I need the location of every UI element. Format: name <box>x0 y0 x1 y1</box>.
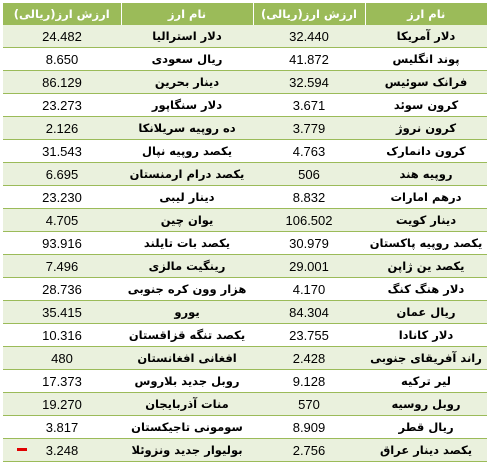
table-row <box>3 186 487 209</box>
cell-value-left: 19.270 <box>3 393 121 416</box>
cell-name-right: کرون دانمارک <box>365 140 487 163</box>
cell-name-right: ریال عمان <box>365 301 487 324</box>
cell-value-left: 480 <box>3 347 121 370</box>
cell-value-left: 23.230 <box>3 186 121 209</box>
cell-value-right: 32.440 <box>253 25 365 48</box>
cell-value-right: 8.909 <box>253 416 365 439</box>
cell-name-right: ریال قطر <box>365 416 487 439</box>
cell-name-right: دلار کانادا <box>365 324 487 347</box>
cell-name-right: پوند انگلیس <box>365 48 487 71</box>
cell-name-left: یوان چین <box>121 209 253 232</box>
red-marker <box>17 448 27 451</box>
cell-name-left: یکصد درام ارمنستان <box>121 163 253 186</box>
table-row <box>3 209 487 232</box>
cell-name-right: یکصد روپیه پاکستان <box>365 232 487 255</box>
cell-value-left: 31.543 <box>3 140 121 163</box>
cell-name-right: لیر ترکیه <box>365 370 487 393</box>
cell-name-left: ده روپیه سریلانکا <box>121 117 253 140</box>
cell-name-left: هزار وون کره جنوبی <box>121 278 253 301</box>
table-row <box>3 347 487 370</box>
cell-name-right: دینار کویت <box>365 209 487 232</box>
table-row <box>3 163 487 186</box>
table-row <box>3 439 487 462</box>
cell-value-right: 106.502 <box>253 209 365 232</box>
cell-value-left: 8.650 <box>3 48 121 71</box>
cell-value-right: 4.763 <box>253 140 365 163</box>
cell-value-right: 84.304 <box>253 301 365 324</box>
cell-name-right: روپیه هند <box>365 163 487 186</box>
cell-name-left: دینار لیبی <box>121 186 253 209</box>
cell-value-right: 2.428 <box>253 347 365 370</box>
cell-value-left: 35.415 <box>3 301 121 324</box>
table-row <box>3 416 487 439</box>
table-row <box>3 71 487 94</box>
table-row <box>3 278 487 301</box>
cell-value-left: 6.695 <box>3 163 121 186</box>
table-row <box>3 370 487 393</box>
cell-name-right: کرون نروژ <box>365 117 487 140</box>
cell-name-right: درهم امارات <box>365 186 487 209</box>
cell-value-left: 23.273 <box>3 94 121 117</box>
cell-value-left: 3.248 <box>3 439 121 462</box>
cell-value-right: 506 <box>253 163 365 186</box>
cell-value-left: 17.373 <box>3 370 121 393</box>
header-name-right: نام ارز <box>365 3 487 25</box>
cell-value-right: 29.001 <box>253 255 365 278</box>
cell-value-right: 3.779 <box>253 117 365 140</box>
cell-value-left: 7.496 <box>3 255 121 278</box>
cell-value-right: 30.979 <box>253 232 365 255</box>
cell-name-right: یکصد دینار عراق <box>365 439 487 462</box>
cell-name-left: بولیوار جدید ونزوئلا <box>121 439 253 462</box>
cell-name-right: یکصد ین ژاپن <box>365 255 487 278</box>
header-value-left: ارزش ارز(ریالی) <box>3 3 121 25</box>
table-row <box>3 94 487 117</box>
currency-rates-table <box>3 3 487 462</box>
table-body <box>3 25 487 462</box>
cell-name-left: یورو <box>121 301 253 324</box>
cell-value-right: 32.594 <box>253 71 365 94</box>
cell-value-right: 23.755 <box>253 324 365 347</box>
cell-name-right: دلار هنگ کنگ <box>365 278 487 301</box>
table-row <box>3 393 487 416</box>
cell-value-left: 10.316 <box>3 324 121 347</box>
cell-name-left: منات آذربایجان <box>121 393 253 416</box>
cell-value-right: 3.671 <box>253 94 365 117</box>
table-row <box>3 117 487 140</box>
cell-name-left: یکصد روپیه نپال <box>121 140 253 163</box>
cell-value-right: 9.128 <box>253 370 365 393</box>
cell-name-left: دلار استرالیا <box>121 25 253 48</box>
cell-value-left: 28.736 <box>3 278 121 301</box>
cell-value-right: 41.872 <box>253 48 365 71</box>
cell-name-left: رینگیت مالزی <box>121 255 253 278</box>
table-row <box>3 48 487 71</box>
cell-value-left: 93.916 <box>3 232 121 255</box>
cell-name-left: دلار سنگاپور <box>121 94 253 117</box>
table-row <box>3 255 487 278</box>
header-name-left: نام ارز <box>121 3 253 25</box>
cell-value-left: 86.129 <box>3 71 121 94</box>
cell-name-right: فرانک سوئیس <box>365 71 487 94</box>
cell-name-left: دینار بحرین <box>121 71 253 94</box>
cell-value-left: 4.705 <box>3 209 121 232</box>
cell-value-left: 2.126 <box>3 117 121 140</box>
cell-name-right: روبل روسیه <box>365 393 487 416</box>
table-header-row <box>3 3 487 25</box>
table-row <box>3 301 487 324</box>
cell-name-left: سومونی تاجیکستان <box>121 416 253 439</box>
header-value-right: ارزش ارز(ریالی) <box>253 3 365 25</box>
cell-value-right: 4.170 <box>253 278 365 301</box>
cell-value-right: 2.756 <box>253 439 365 462</box>
cell-value-left: 3.817 <box>3 416 121 439</box>
table-row <box>3 232 487 255</box>
cell-name-right: دلار آمریکا <box>365 25 487 48</box>
cell-value-right: 8.832 <box>253 186 365 209</box>
table-row <box>3 25 487 48</box>
cell-value-right: 570 <box>253 393 365 416</box>
cell-name-left: افغانی افغانستان <box>121 347 253 370</box>
cell-value-left: 24.482 <box>3 25 121 48</box>
cell-name-right: راند آفریقای جنوبی <box>365 347 487 370</box>
cell-name-right: کرون سوئد <box>365 94 487 117</box>
table-row <box>3 324 487 347</box>
cell-name-left: روبل جدید بلاروس <box>121 370 253 393</box>
cell-name-left: یکصد تنگه قزاقستان <box>121 324 253 347</box>
table-row <box>3 140 487 163</box>
cell-name-left: ریال سعودی <box>121 48 253 71</box>
cell-name-left: یکصد بات تایلند <box>121 232 253 255</box>
